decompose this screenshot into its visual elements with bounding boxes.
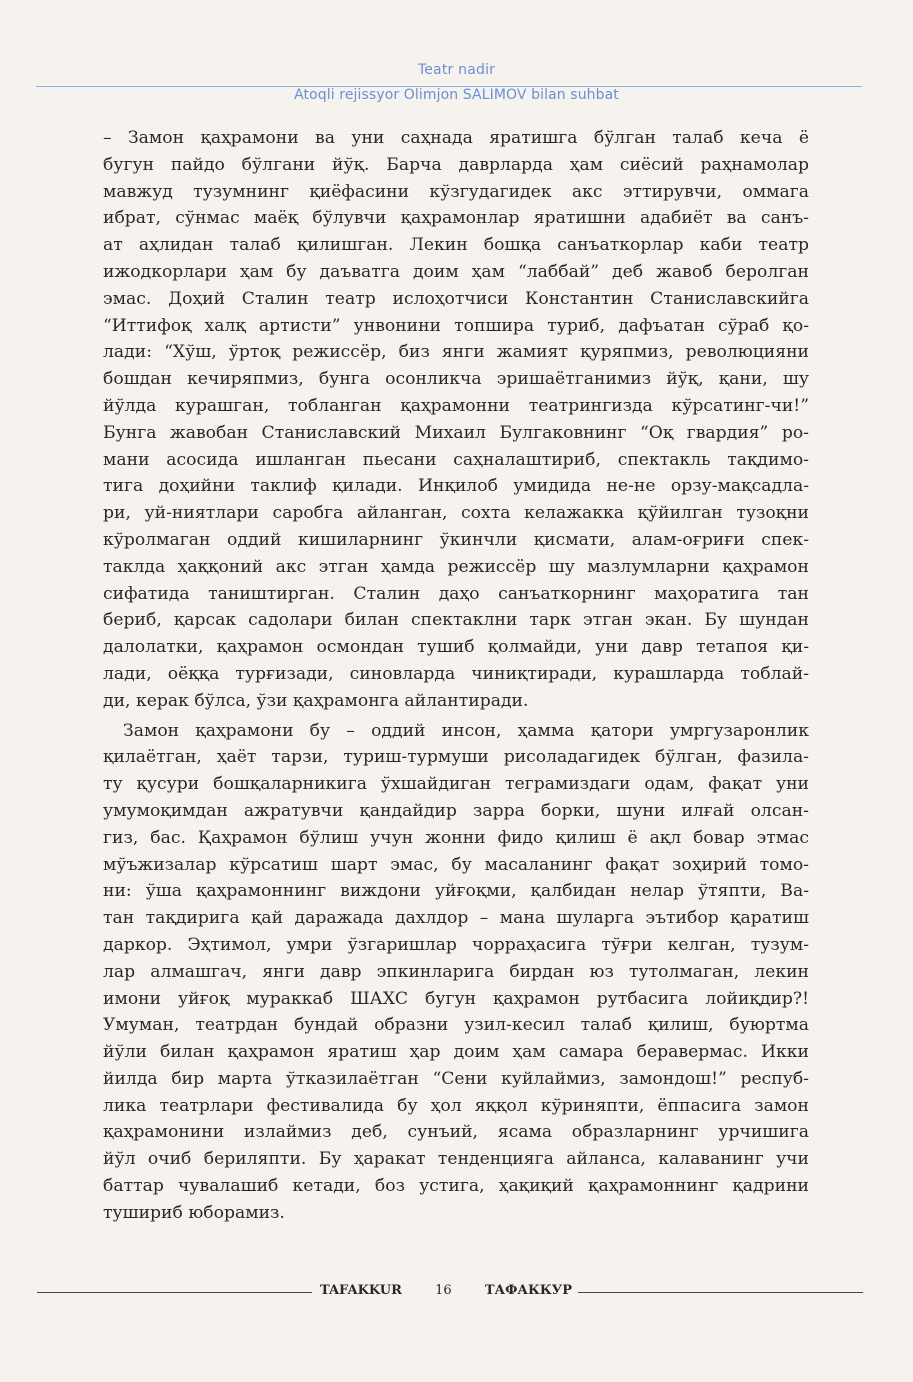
text-line: Умуман, театрдан бундай образни узил-кесил талаб қилиш, буюртма <box>103 1015 809 1036</box>
text-line: ту қусури бошқаларникига ўхшайдиган теграмиздаги одам, фақат уни <box>103 774 809 795</box>
text-line: тан тақдирига қай даражада дахлдор – мана шуларга эътибор қаратиш <box>103 908 809 929</box>
text-line: йўли билан қаҳрамон яратиш ҳар доим ҳам самара беравермас. Икки <box>103 1042 809 1063</box>
text-line: ижодкорлари ҳам бу даъватга доим ҳам “лаббай” деб жавоб беролган <box>103 261 809 282</box>
footer-divider-right <box>578 1292 863 1293</box>
article-subtitle: Atoqli rejissyor Olimjon SALIMOV bilan suhbat <box>294 87 619 103</box>
text-line: лика театрлари фестивалида бу ҳол яққол кўриняпти, ёппасига замон <box>103 1095 809 1116</box>
text-line: қаҳрамонини излаймиз деб, сунъий, ясама образларнинг урчишига <box>103 1122 809 1143</box>
text-line: лади: “Хўш, ўртоқ режиссёр, биз янги жамият қуряпмиз, революцияни <box>103 342 809 363</box>
text-line: лади, оёққа турғизади, синовларда чиниқтиради, курашларда тоблай- <box>103 663 809 684</box>
text-line: йўлда курашган, тобланган қаҳрамонни театрингизда кўрсатинг-чи!” <box>103 395 809 416</box>
text-line: бошдан кечиряпмиз, бунга осонликча эришаётганимиз йўқ, қани, шу <box>103 369 809 390</box>
text-line: қилаётган, ҳаёт тарзи, туриш-турмуши рисоладагидек бўлган, фазила- <box>103 747 809 768</box>
text-line: даркор. Эҳтимол, умри ўзгаришлар чорраҳасига тўғри келган, тузум- <box>103 934 809 955</box>
text-line: ат аҳлидан талаб қилишган. Лекин бошқа санъаткорлар каби театр <box>103 235 809 256</box>
text-line: эмас. Доҳий Сталин театр ислоҳотчиси Константин Станиславскийга <box>103 288 809 309</box>
text-line: лар алмашгач, янги давр эпкинларига бирдан юз тутолмаган, лекин <box>103 961 809 982</box>
text-line: кўролмаган оддий кишиларнинг ўкинчли қисмати, алам-оғриғи спек- <box>103 529 809 550</box>
text-line: Замон қаҳрамони бу – оддий инсон, ҳамма қатори умргузаронлик <box>123 720 809 741</box>
text-line: имони уйғоқ мураккаб ШАХС бугун қаҳрамон рутбасига лойиқдир?! <box>103 988 809 1009</box>
footer-label <box>320 1283 572 1298</box>
running-header <box>0 0 913 110</box>
text-line: йўл очиб бериляпти. Бу ҳаракат тенденцияга айланса, калаванинг учи <box>103 1149 809 1170</box>
text-line: умумоқимдан ажратувчи қандайдир зарра борки, шуни илғай олсан- <box>103 800 809 821</box>
text-line: тушириб юборамиз. <box>103 1202 285 1223</box>
text-line: мўъжизалар кўрсатиш шарт эмас, бу масаланинг фақат зоҳирий томо- <box>103 854 809 875</box>
text-line: бугун пайдо бўлгани йўқ. Барча даврларда ҳам сиёсий раҳнамолар <box>103 154 809 175</box>
page-number: 16 <box>435 1283 452 1298</box>
paragraph <box>103 718 809 1227</box>
text-line: сифатида таништирган. Сталин даҳо санъаткорнинг маҳоратига тан <box>103 583 809 604</box>
text-line: таклда ҳаққоний акс этган ҳамда режиссёр шу мазлумларни қаҳрамон <box>103 556 809 577</box>
paragraph <box>103 125 809 715</box>
text-line: “Иттифоқ халқ артисти” унвонини топшира туриб, дафъатан сўраб қо- <box>103 315 809 336</box>
article-body <box>103 125 809 1227</box>
text-line: ри, уй-ниятлари саробга айланган, сохта келажакка қўйилган тузоқни <box>103 503 809 524</box>
text-line: гиз, бас. Қаҳрамон бўлиш учун жонни фидо қилиш ё ақл бовар этмас <box>103 827 809 848</box>
page-footer <box>0 1281 913 1301</box>
text-line: тига доҳийни таклиф қилади. Инқилоб умидида не-не орзу-мақсадла- <box>103 476 809 497</box>
text-line: ни: ўша қаҳрамоннинг виждони уйғоқми, қалбидан нелар ўтяпти, Ва- <box>103 881 809 902</box>
section-title: Teatr nadir <box>417 62 496 78</box>
text-line: мани асосида ишланган пьесани саҳналаштириб, спектакль тақдимо- <box>103 449 809 470</box>
footer-divider-left <box>37 1292 312 1293</box>
footer-title-latin: TAFAKKUR <box>320 1283 402 1298</box>
text-line: Бунга жавобан Станиславский Михаил Булгаковнинг “Оқ гвардия” ро- <box>103 422 809 443</box>
text-line: мавжуд тузумнинг қиёфасини кўзгудагидек акс эттирувчи, оммага <box>103 181 809 202</box>
text-line: – Замон қаҳрамони ва уни саҳнада яратишга бўлган талаб кеча ё <box>103 128 809 148</box>
text-line: ибрат, сўнмас маёқ бўлувчи қаҳрамонлар яратишни адабиёт ва санъ- <box>103 208 809 229</box>
text-line: йилда бир марта ўтказилаётган “Сени куйлаймиз, замондош!” респуб- <box>103 1068 809 1089</box>
text-line: бериб, қарсак садолари билан спектаклни тарк этган экан. Бу шундан <box>103 610 809 631</box>
text-line: далолатки, қаҳрамон осмондан тушиб қолмайди, уни давр тетапоя қи- <box>103 637 809 658</box>
text-line: баттар чувалашиб кетади, боз устига, ҳақиқий қаҳрамоннинг қадрини <box>103 1176 809 1197</box>
text-line: ди, керак бўлса, ўзи қаҳрамонга айлантиради. <box>103 690 529 711</box>
footer-title-cyrillic: ТАФАККУР <box>484 1283 572 1298</box>
